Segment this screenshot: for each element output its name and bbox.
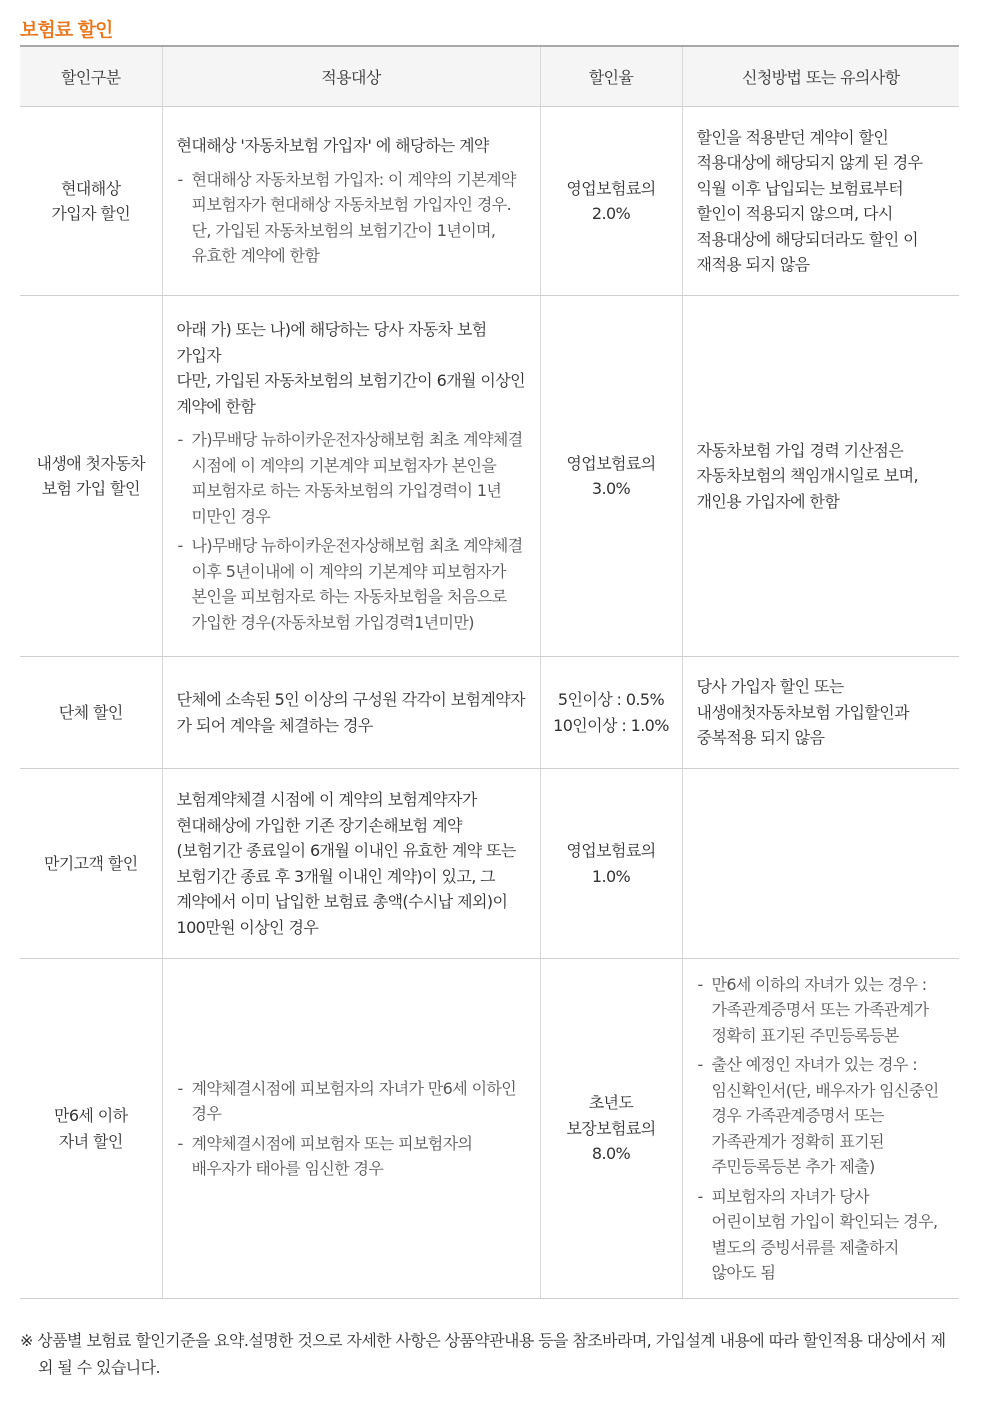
target-item: - 현대해상 자동차보험 가입자: 이 계약의 기본계약 피보험자가 현대해상 자동차보험 가입자인 경우. 단, 가입된 자동차보험의 보험기간이 1년이며, 유효한 계약에 한함 [177, 167, 526, 269]
discount-category-line: 단체 할인 [58, 702, 123, 722]
target-cell [162, 657, 540, 769]
discount-rate-cell [540, 296, 682, 657]
discount-category-line: 보험 가입 할인 [41, 479, 140, 498]
note-text: 자동차보험 가입 경력 기산점은 자동차보험의 책임개시일로 보며, 개인용 가입자에 한함 [696, 440, 918, 511]
application-note-cell [682, 959, 959, 1299]
header-target: 적용대상 [162, 46, 540, 107]
discount-category-line: 내생애 첫자동차 [36, 453, 145, 473]
table-row [20, 107, 959, 296]
target-item: - 나)무배당 뉴하이카운전자상해보험 최초 계약체결 이후 5년이내에 이 계약의 기본계약 피보험자가 본인을 피보험자로 하는 자동차보험을 처음으로 가입한 경우(자동차보험 가입경력1년미만) [177, 533, 526, 635]
target-cell [162, 959, 540, 1299]
discount-category-line: 자녀 할인 [58, 1131, 123, 1151]
target-lead-text: 현대해상 '자동차보험 가입자' 에 해당하는 계약 [176, 136, 489, 156]
discount-rate-line: 3.0% [591, 479, 631, 498]
discount-rate-cell [540, 107, 682, 296]
target-item-list [177, 1076, 526, 1182]
discount-category-cell [20, 296, 162, 657]
target-cell [162, 296, 540, 657]
header-category: 할인구분 [20, 46, 162, 107]
discount-table [20, 45, 959, 1299]
table-row [20, 959, 959, 1299]
discount-rate-line: 1.0% [591, 866, 631, 886]
discount-category-line: 현대해상 [61, 178, 121, 198]
footnote: ※ 상품별 보험료 할인기준을 요약.설명한 것으로 자세한 사항은 상품약관내용 등을 참조바라며, 가입설계 내용에 따라 할인적용 대상에서 제외 될 수 있습니다. [20, 1331, 946, 1377]
table-row [20, 657, 959, 769]
target-cell [162, 107, 540, 296]
discount-rate-line: 보장보험료의 [566, 1118, 656, 1138]
header-note: 신청방법 또는 유의사항 [682, 46, 959, 107]
application-note-cell [682, 657, 959, 769]
discount-rate-cell [540, 959, 682, 1299]
table-row [20, 769, 959, 959]
discount-rate-line: 영업보험료의 [566, 453, 656, 473]
target-item: - 계약체결시점에 피보험자 또는 피보험자의 배우자가 태아를 임신한 경우 [177, 1131, 526, 1182]
target-lead-text: 단체에 소속된 5인 이상의 구성원 각각이 보험계약자 가 되어 계약을 체결하는 경우 [176, 690, 525, 735]
discount-rate-line: 영업보험료의 [566, 178, 656, 198]
application-note-cell [682, 769, 959, 959]
discount-category-cell [20, 107, 162, 296]
target-item-list [177, 167, 526, 269]
discount-rate-line: 10인이상 : 1.0% [553, 715, 669, 735]
discount-rate-line: 영업보험료의 [566, 841, 656, 860]
note-text: 당사 가입자 할인 또는 내생애첫자동차보험 가입할인과 중복적용 되지 않음 [696, 677, 909, 748]
discount-rate-cell [540, 657, 682, 769]
discount-rate-line: 초년도 [588, 1093, 634, 1113]
note-item: - 만6세 이하의 자녀가 있는 경우 : 가족관계증명서 또는 가족관계가 정확히 표기된 주민등록등본 [697, 972, 946, 1049]
discount-category-line: 가입자 할인 [51, 204, 131, 223]
note-item-list [697, 972, 946, 1286]
target-item: - 계약체결시점에 피보험자의 자녀가 만6세 이하인 경우 [177, 1076, 526, 1127]
application-note-cell [682, 107, 959, 296]
discount-rate-line: 5인이상 : 0.5% [557, 690, 665, 709]
section-title: 보험료 할인 [20, 19, 113, 41]
target-lead-text: 보험계약체결 시점에 이 계약의 보험계약자가 현대해상에 가입한 기존 장기손해보험 계약(보험기간 종료일이 6개월 이내인 유효한 계약 또는 보험기간 종료 후 3개월 이내인 계약)이 있고, 그 계약에서 이미 납입한 보험료 총액(수시납 제외)이 100만원 이상인 경우 [176, 790, 516, 937]
discount-category-cell [20, 959, 162, 1299]
discount-category-cell [20, 657, 162, 769]
table-row [20, 296, 959, 657]
target-cell [162, 769, 540, 959]
target-item-list [177, 427, 526, 635]
discount-rate-line: 2.0% [591, 204, 631, 223]
header-rate: 할인율 [540, 46, 682, 107]
target-item: - 가)무배당 뉴하이카운전자상해보험 최초 계약체결 시점에 이 계약의 기본계약 피보험자가 본인을 피보험자로 하는 자동차보험의 가입경력이 1년 미만인 경우 [177, 427, 526, 529]
discount-category-line: 만6세 이하 [54, 1106, 128, 1125]
discount-rate-line: 8.0% [591, 1144, 631, 1164]
discount-category-cell [20, 769, 162, 959]
note-item: - 출산 예정인 자녀가 있는 경우 : 임신확인서(단, 배우자가 임신중인 경우 가족관계증명서 또는 가족관계가 정확히 표기된 주민등록등본 추가 제출) [697, 1052, 946, 1180]
discount-category-line: 만기고객 할인 [43, 853, 138, 873]
table-header-row [20, 46, 959, 107]
note-text: 할인을 적용받던 계약이 할인 적용대상에 해당되지 않게 된 경우 익월 이후 납입되는 보험료부터 할인이 적용되지 않으며, 다시 적용대상에 해당되더라도 할인 이 재적용 되지 않음 [696, 127, 923, 274]
note-item: - 피보험자의 자녀가 당사 어린이보험 가입이 확인되는 경우, 별도의 증빙서류를 제출하지 않아도 됨 [697, 1184, 946, 1286]
target-lead-text: 아래 가) 또는 나)에 해당하는 당사 자동차 보험 가입자 다만, 가입된 자동차보험의 보험기간이 6개월 이상인 계약에 한함 [176, 320, 525, 416]
discount-rate-cell [540, 769, 682, 959]
application-note-cell [682, 296, 959, 657]
